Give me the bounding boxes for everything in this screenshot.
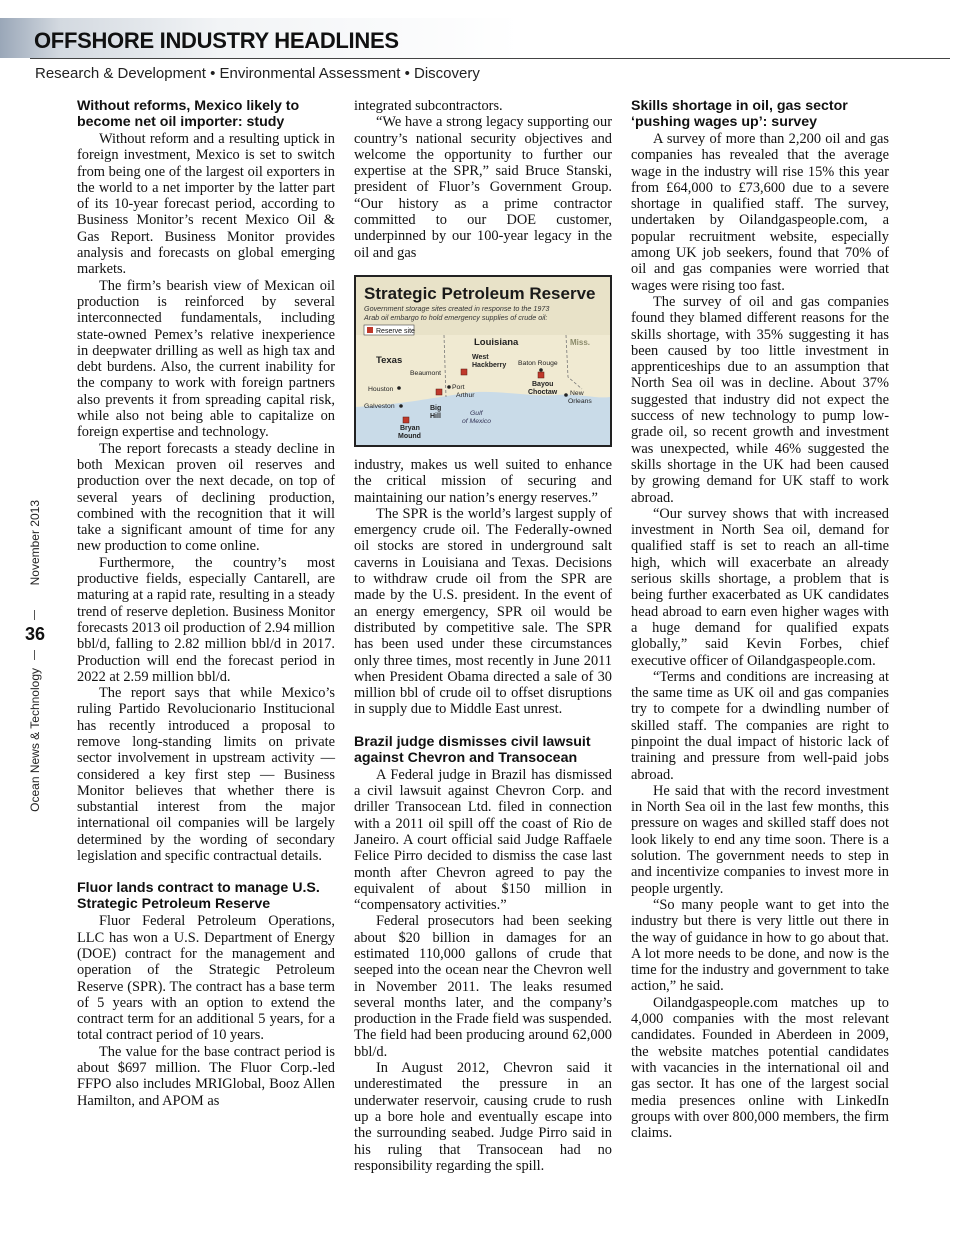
article-paragraph: “Our survey shows that with increased investment in North Sea oil, demand for qualified staff is set to reach an all-time high, which will exacerbate an already serious skills shortage, a problem that is being further exacerbated as UK candidates head abroad to earn even higher wages with a huge demand for qualified expats globally,” said Kevin Forbes, chief executive officer of Oilandgaspeople.com. — [631, 505, 889, 669]
map-title: Strategic Petroleum Reserve — [364, 283, 596, 303]
map-label-houston: Houston — [368, 385, 394, 393]
article-paragraph: “Terms and conditions are increasing at the same time as UK oil and gas companies try to compete for a dwindling number of skilled staff. The companies are right to pinpoint the dual impact of historic lack of training and pressure from well-paid jobs abroad. — [631, 668, 889, 783]
map-label-miss: Miss. — [570, 337, 591, 347]
article-fluor — [77, 880, 335, 1109]
map-legend-swatch — [367, 327, 373, 333]
map-label-bayou-choctaw: Bayou — [532, 380, 554, 388]
article-paragraph: A Federal judge in Brazil has dismissed a civil lawsuit against Chevron Corp. and driller Transocean Ltd. filed in connection with a 2011 oil spill off the coast of Rio de Janeiro. A court official said Judge Raffaele Felice Pirro decided to dismiss the case last month after Chevron agreed to pay the equivalent of about $150 million in “compensatory activities.” — [354, 766, 612, 914]
map-label-baton-rouge: Baton Rouge — [518, 359, 558, 367]
reserve-site-west-hackberry — [461, 369, 467, 375]
article-headline: Brazil judge dismisses civil lawsuit against Chevron and Transocean — [354, 733, 591, 766]
article-paragraph: Without reform and a resulting uptick in foreign investment, Mexico is set to switch from being one of the largest oil exporters in the world to a net importer by the latter part of its 10-year forecast period, according to Business Monitor’s recent Mexico Oil & Gas Report. Business Monitor provides analysis and forecasts on global emerging markets. — [77, 131, 335, 278]
article-paragraph: The survey of oil and gas companies found they blamed different reasons for the skills shortage, with 35% suggesting it has been caused by too little investment in apprenticeships due to an assumption that North Sea oil was in decline. About 37% suggested that industry did not expect the success of new technology to pump low-grade oil, so recent growth and investment was unexpected, while 46% suggested the skills shortage in the UK had been caused by growing demand for UK staff to work abroad. — [631, 293, 889, 506]
map-label-gulf: Gulf — [470, 409, 483, 417]
article-paragraph: “We have a strong legacy supporting our country’s national security objectives and welcome the opportunity to further our expertise at the SPR,” said Bruce Stanski, president of Fluor’s Government Group. “Our history as a prime contractor committed to our DOE customer, underpinned by our 100-year legacy in the oil and gas — [354, 114, 612, 261]
article-paragraph: The firm’s bearish view of Mexican oil production is reinforced by several interconnected fundamentals, including state-owned Pemex’s relative inexperience in deepwater drilling as well as high tax and debt burdens. Also, the current inability for the company to work with foreign partners also prevents it from spreading capital risk, while also not being able to capitalize on foreign expertise and technology. — [77, 277, 335, 441]
page-sidebar — [10, 500, 60, 860]
header-divider — [30, 58, 950, 59]
map-label-louisiana: Louisiana — [474, 336, 519, 348]
city-dot — [564, 393, 568, 397]
column-1 — [77, 98, 335, 1109]
article-paragraph: The report says that while Mexico’s ruling Partido Revolucionario Institucional has recently introduced a proposal to remove long-standing limits on private sector involvement in upstream activity — considered a key first step — Business Monitor believes that whether there is substantial interest from the major international oil companies will be largely determined by the wording of secondary legislation and specific contractual details. — [77, 685, 335, 865]
article-paragraph: Federal prosecutors had been seeking about $20 billion in damages for an estimated 110,000 gallons of crude that seeped into the ocean near the Chevron well in November 2011. The leaks resumed several months later, and the company’s production in the Frade field was suspended. The field had been producing around 62,000 bbl/d. — [354, 913, 612, 1060]
map-label-beaumont: Beaumont — [410, 369, 441, 377]
article-paragraph: The SPR is the world’s largest supply of emergency crude oil. The Federally-owned oil stocks are stored in underground salt caverns in Louisiana and Texas. Decisions to withdraw crude oil from the SPR are made by the U.S. president. In the event of an energy emergency, SPR oil would be distributed by competitive sale. The SPR has been used under these circumstances only three times, most recently in June 2011 when President Obama directed a sale of 30 million bbl of crude oil to offset disruptions in supply due to Middle East unrest. — [354, 505, 612, 718]
publication-name: Ocean News & Technology — [28, 668, 42, 812]
map-label-new-orleans: Orleans — [568, 397, 592, 405]
article-paragraph: industry, makes us well suited to enhance the critical mission of securing and maintaining our nation’s energy reserves.” — [354, 456, 612, 506]
article-paragraph: The report forecasts a steady decline in both Mexican proven oil reserves and production over the next decade, on top of several years of declining production, combined with the recognition that it will take a significant amount of time for any new production to come online. — [77, 440, 335, 555]
article-paragraph: Fluor Federal Petroleum Operations, LLC has won a U.S. Department of Energy (DOE) contract for the management and operation of the Strategic Petroleum Reserve (SPR). The contract has a base term of 5 years with an option to extend the contract term for an additional 5 years, for a total contract period of 10 years. — [77, 913, 335, 1044]
column-2 — [354, 98, 612, 1174]
article-paragraph: In August 2012, Chevron said it underestimated the pressure in an underwater reservoir, causing crude to rush up a bore hole and eventually escape into the surrounding seabed. Judge Pirro said in his ruling that Transocean had no responsibility regarding the spill. — [354, 1060, 612, 1174]
article-paragraph: Oilandgaspeople.com matches up to 4,000 companies with the most relevant candidates. Founded in Aberdeen in 2009, the website matches potential candidates with vacancies in the international oil and gas sector. It has one of the largest social media presences online with LinkedIn groups with over 800,000 members, the firm claims. — [631, 994, 889, 1142]
map-label-big-hill: Big — [430, 404, 442, 412]
map-subtitle: Arab oil embargo to hold emergency supplies of crude oil: — [364, 312, 548, 322]
state-border — [444, 335, 446, 397]
map-label-gulf: of Mexico — [462, 417, 492, 425]
article-headline: Without reforms, Mexico likely to become net oil importer: study — [77, 98, 300, 130]
article-paragraph: The value for the base contract period is about $697 million. The Fluor Corp.-led FFPO also includes MRIGlobal, Booz Allen Hamilton, and APOM as — [77, 1043, 335, 1109]
map-label-bayou-choctaw: Choctaw — [528, 388, 558, 396]
reserve-site-bayou-choctaw — [538, 372, 544, 378]
map-label-bryan-mound: Mound — [398, 432, 421, 440]
city-dot — [539, 368, 543, 372]
page-number: 36 — [24, 624, 46, 644]
sidebar-divider — [34, 610, 35, 620]
article-brazil — [354, 734, 612, 1174]
article-skills — [631, 98, 889, 1141]
map-label-port-arthur: Port — [452, 383, 465, 391]
article-paragraph: “So many people want to get into the industry but there is very little out there in the way of guidance in how to go about that. A lot more needs to be done, and now is the time for the industry and government to take action,” he said. — [631, 896, 889, 995]
map-label-texas: Texas — [376, 354, 403, 366]
reserve-site-bryan-mound — [403, 417, 409, 423]
map-label-bryan-mound: Bryan — [400, 424, 420, 432]
spr-map — [356, 277, 610, 445]
sidebar-divider — [34, 650, 35, 660]
city-dot — [399, 404, 403, 408]
map-legend-label: Reserve site — [376, 327, 415, 335]
column-3 — [631, 98, 889, 1141]
issue-date: November 2013 — [28, 500, 42, 586]
city-dot — [397, 386, 401, 390]
spr-map-figure — [354, 275, 612, 447]
map-label-west-hackberry: West — [472, 353, 489, 361]
article-headline: Fluor lands contract to manage U.S. Strategic Petroleum Reserve — [77, 880, 320, 913]
map-subtitle: Government storage sites created in response to the 1973 — [364, 303, 550, 313]
city-dot — [447, 385, 451, 389]
map-label-new-orleans: New — [570, 389, 584, 397]
article-paragraph: He said that with the record investment in North Sea oil in the last few months, this pressure on wages and skilled staff does not look likely to end any time soon. There is a solution. The government needs to step in and incentivize companies to invest more in people urgently. — [631, 782, 889, 897]
article-paragraph: integrated subcontractors. — [354, 98, 503, 114]
article-paragraph: A survey of more than 2,200 oil and gas companies has revealed that the average wage in the industry will rise 15% this year from £64,000 to £73,600 due to a severe shortage in qualified staff. The survey, undertaken by Oilandgaspeople.com, a popular recruitment website, especially among UK job seekers, found that 70% of oil and gas companies were worried that wages were rising too fast. — [631, 131, 889, 294]
map-label-west-hackberry: Hackberry — [472, 361, 507, 369]
section-subtitle: Research & Development • Environmental Assessment • Discovery — [35, 65, 480, 82]
section-title: OFFSHORE INDUSTRY HEADLINES — [34, 28, 399, 53]
article-mexico — [77, 98, 335, 864]
map-label-big-hill: Hill — [430, 412, 441, 420]
map-label-galveston: Galveston — [364, 402, 395, 410]
article-paragraph: Furthermore, the country’s most productive fields, especially Cantarell, are maturing at a rapid rate, resulting in a steady trend of reserve depletion. Business Monitor forecasts 2013 oil production of 2.94 million bbl/d, falling to 2.82 million bbl/d in 2017. Production will end the forecast period in 2022 at 2.59 million bbl/d. — [77, 554, 335, 685]
map-label-port-arthur: Arthur — [456, 391, 475, 399]
reserve-site-big-hill — [436, 389, 442, 395]
article-headline: Skills shortage in oil, gas sector ‘pushing wages up’: survey — [631, 98, 848, 130]
